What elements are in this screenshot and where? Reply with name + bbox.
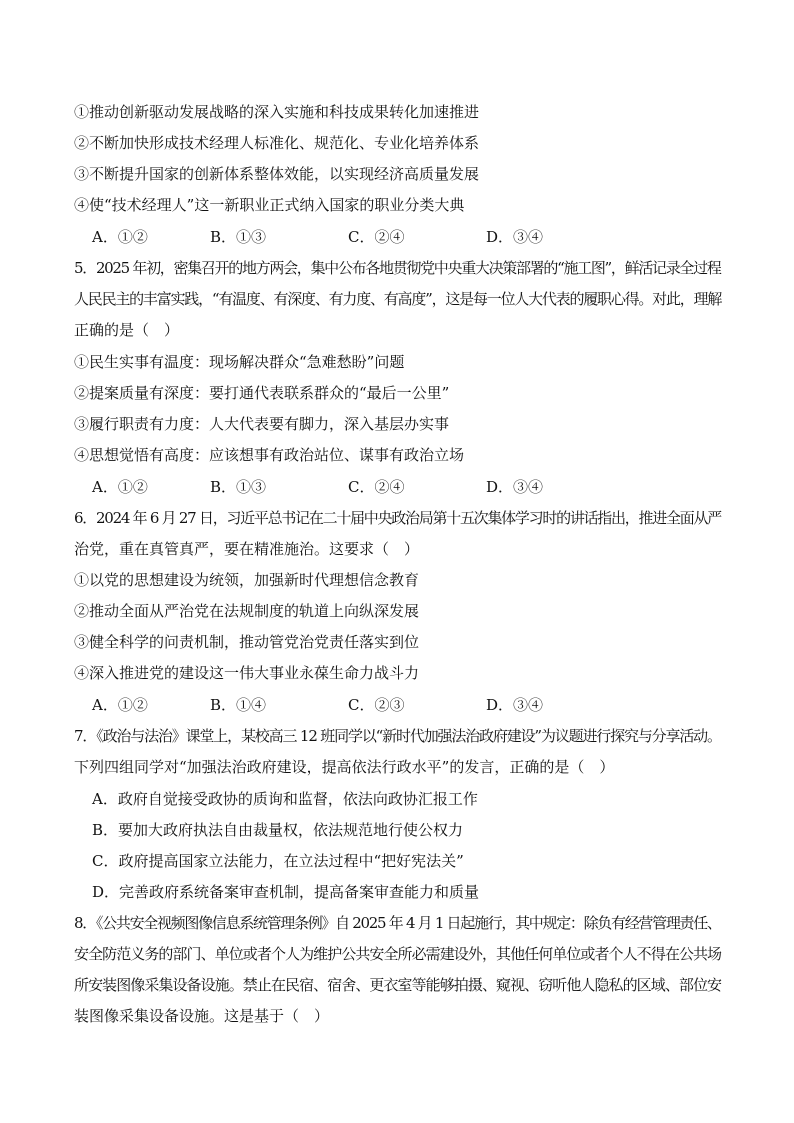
q5-statement-3: ③履行职责有力度：人大代表要有脚力，深入基层办实事 — [74, 415, 450, 433]
q6-statement-4: ④深入推进党的建设这一伟大事业永葆生命力战斗力 — [74, 664, 420, 682]
q5-statement-1: ①民生实事有温度：现场解决群众“急难愁盼”问题 — [74, 353, 405, 371]
q6-statement-2: ②推动全面从严治党在法规制度的轨道上向纵深发展 — [74, 602, 420, 620]
q7-choice-c: C．政府提高国家立法能力，在立法过程中“把好宪法关” — [92, 852, 464, 870]
q7-stem-line-1: 7．《政治与法治》课堂上，某校高三 12 班同学以“新时代加强法治政府建设”为议题进行探究与分享活动。 — [74, 727, 721, 745]
q4-option-a: A．①② — [92, 228, 148, 246]
q8-stem-line-3: 所安装图像采集设备设施。禁止在民宿、宿舍、更衣室等能够拍摄、窥视、窃听他人隐私的区域、部位安 — [74, 976, 722, 994]
q8-stem-line-2: 安全防范义务的部门、单位或者个人为维护公共安全所必需建设外，其他任何单位或者个人不得在公共场 — [74, 945, 722, 963]
q8-stem-line-4: 装图像采集设备设施。这是基于（ ） — [74, 1007, 330, 1025]
q6-statement-3: ③健全科学的问责机制，推动管党治党责任落实到位 — [74, 633, 420, 651]
q5-option-a: A．①② — [92, 478, 148, 496]
q4-statement-1: ①推动创新驱动发展战略的深入实施和科技成果转化加速推进 — [74, 103, 480, 121]
q5-stem-line-1: 5．2025 年初，密集召开的地方两会，集中公布各地贯彻党中央重大决策部署的“施工图”，鲜活记录全过程 — [74, 259, 721, 277]
q6-stem-line-2: 治党，重在真管真严，要在精准施治。这要求（ ） — [74, 540, 420, 558]
q5-option-b: B．①③ — [210, 478, 267, 496]
q5-stem-line-2: 人民民主的丰富实践，“有温度、有深度、有力度、有高度”，这是每一位人大代表的履职心得。对此，理解 — [74, 290, 722, 308]
q5-stem-line-3: 正确的是（ ） — [74, 321, 180, 339]
q5-option-c: C．②④ — [348, 478, 405, 496]
q4-statement-3: ③不断提升国家的创新体系整体效能，以实现经济高质量发展 — [74, 165, 480, 183]
q6-statement-1: ①以党的思想建设为统领，加强新时代理想信念教育 — [74, 571, 420, 589]
q8-stem-line-1: 8．《公共安全视频图像信息系统管理条例》自 2025 年 4 月 1 日起施行，其中规定：除负有经营管理责任、 — [74, 914, 721, 932]
q4-option-c: C．②④ — [348, 228, 405, 246]
q4-statement-2: ②不断加快形成技术经理人标准化、规范化、专业化培养体系 — [74, 134, 480, 152]
q4-option-d: D．③④ — [486, 228, 544, 246]
q6-option-a: A．①② — [92, 696, 148, 714]
q4-statement-4: ④使“技术经理人”这一新职业正式纳入国家的职业分类大典 — [74, 196, 465, 214]
q6-option-d: D．③④ — [486, 696, 544, 714]
q5-statement-4: ④思想觉悟有高度：应该想事有政治站位、谋事有政治立场 — [74, 446, 465, 464]
q6-option-b: B．①④ — [210, 696, 267, 714]
q7-choice-d: D．完善政府系统备案审查机制，提高备案审查能力和质量 — [92, 883, 480, 901]
q6-option-c: C．②③ — [348, 696, 405, 714]
q7-choice-a: A．政府自觉接受政协的质询和监督，依法向政协汇报工作 — [92, 790, 478, 808]
q5-statement-2: ②提案质量有深度：要打通代表联系群众的“最后一公里” — [74, 384, 450, 402]
q4-option-b: B．①③ — [210, 228, 267, 246]
q7-choice-b: B．要加大政府执法自由裁量权，依法规范地行使公权力 — [92, 821, 464, 839]
q6-stem-line-1: 6．2024 年 6 月 27 日，习近平总书记在二十届中央政治局第十五次集体学习时的讲话指出，推进全面从严 — [74, 509, 721, 527]
q7-stem-line-2: 下列四组同学对“加强法治政府建设，提高依法行政水平”的发言，正确的是（ ） — [74, 758, 615, 776]
q5-option-d: D．③④ — [486, 478, 544, 496]
